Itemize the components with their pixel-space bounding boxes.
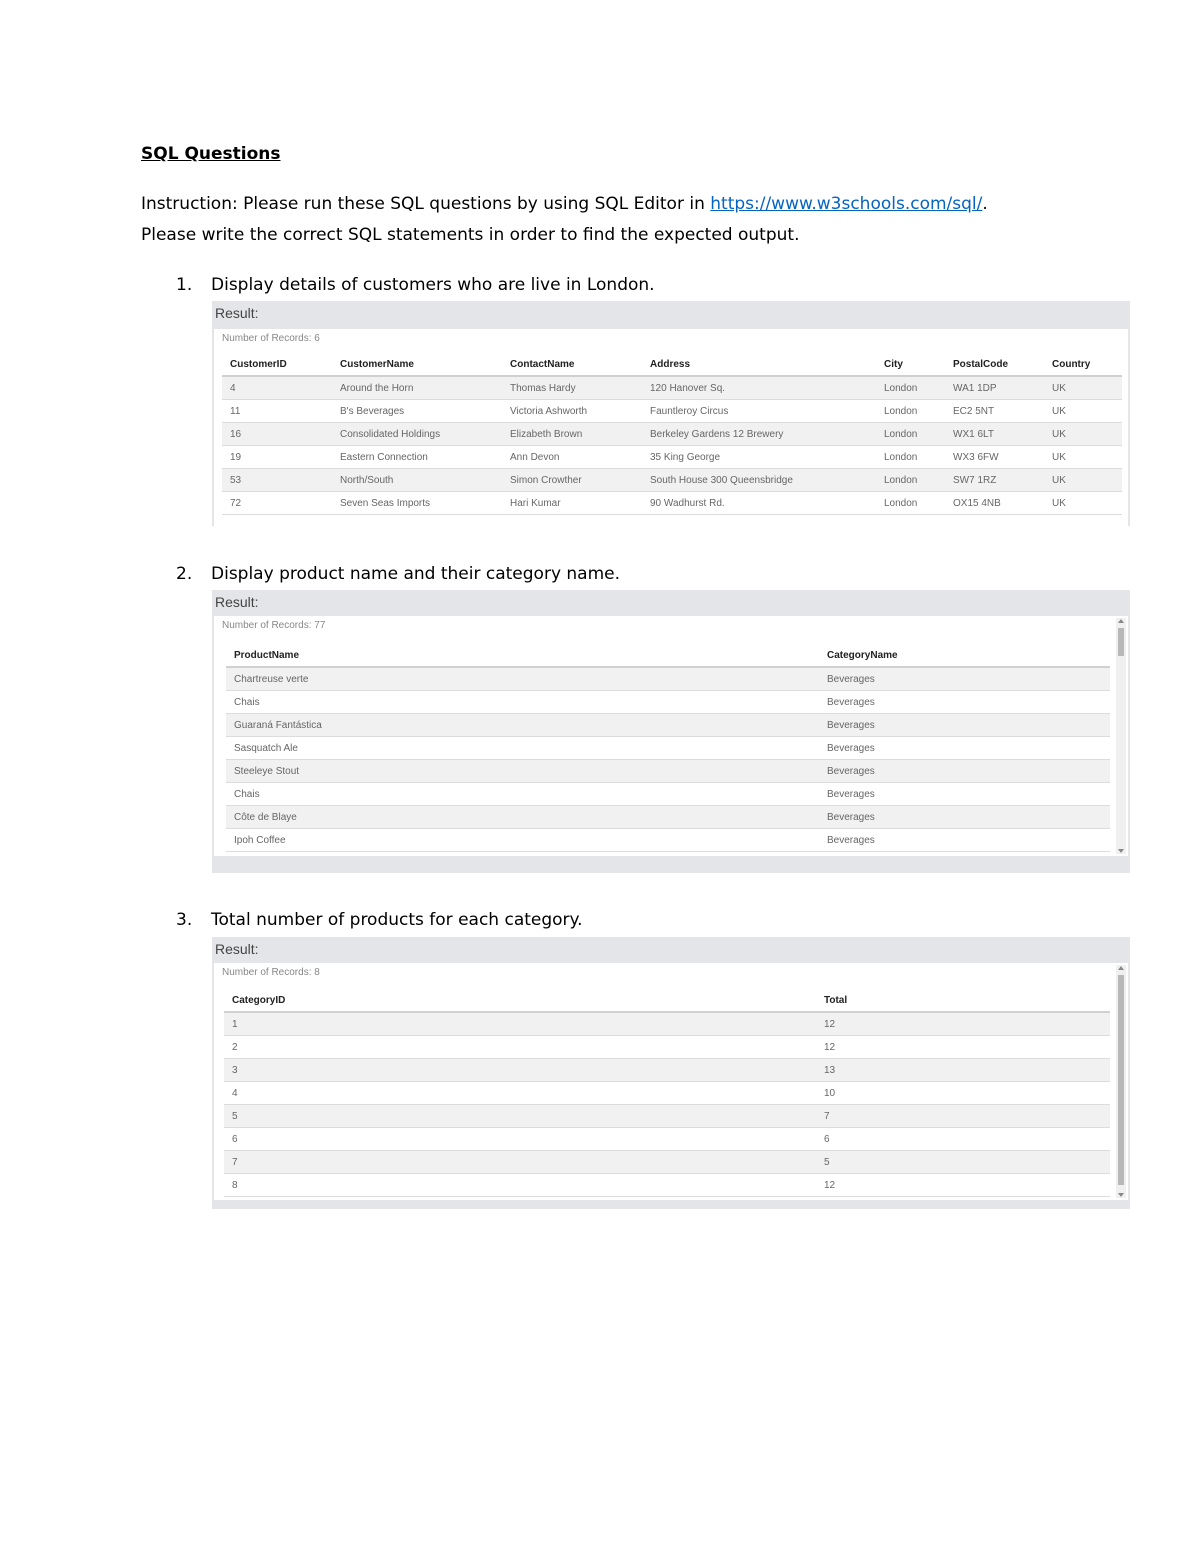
table-cell: Beverages (819, 806, 1110, 829)
table-cell: Simon Crowther (502, 469, 642, 492)
table-cell: UK (1044, 469, 1122, 492)
vertical-scrollbar[interactable] (1116, 618, 1126, 854)
scroll-thumb[interactable] (1118, 975, 1124, 1185)
table-cell: 12 (816, 1012, 1110, 1036)
table-cell: Thomas Hardy (502, 376, 642, 400)
table-cell: 12 (816, 1036, 1110, 1059)
table-cell: 6 (816, 1128, 1110, 1151)
table-cell: Ipoh Coffee (226, 829, 819, 852)
table-cell: Fauntleroy Circus (642, 400, 876, 423)
table-row (222, 469, 1122, 492)
table-row (224, 1174, 1110, 1197)
scroll-up-arrow-icon[interactable] (1118, 966, 1124, 970)
table-row (226, 806, 1110, 829)
record-count: Number of Records: 77 (222, 620, 326, 631)
table-cell: UK (1044, 446, 1122, 469)
table-cell: 35 King George (642, 446, 876, 469)
table-cell: Sasquatch Ale (226, 737, 819, 760)
table-cell: WX3 6FW (945, 446, 1044, 469)
table-cell: London (876, 446, 945, 469)
table-row (224, 1128, 1110, 1151)
result-table (224, 989, 1110, 1197)
table-cell: Beverages (819, 783, 1110, 806)
table-cell: 90 Wadhurst Rd. (642, 492, 876, 515)
table-cell: 19 (222, 446, 332, 469)
table-cell: Chais (226, 783, 819, 806)
table-header-row (224, 989, 1110, 1012)
table-cell: London (876, 376, 945, 400)
vertical-scrollbar[interactable] (1116, 965, 1126, 1198)
table-row (222, 492, 1122, 515)
table-row (222, 400, 1122, 423)
question-number: 1. (176, 275, 193, 295)
table-row (222, 423, 1122, 446)
table-cell: Chais (226, 691, 819, 714)
question-1 (176, 275, 655, 295)
column-header: Total (816, 989, 1110, 1012)
table-cell: 10 (816, 1082, 1110, 1105)
table-cell: Beverages (819, 737, 1110, 760)
table-row (224, 1151, 1110, 1174)
result-table (226, 644, 1110, 852)
table-cell: SW7 1RZ (945, 469, 1044, 492)
column-header: PostalCode (945, 353, 1044, 376)
result-body[interactable] (214, 963, 1128, 1200)
table-row (226, 829, 1110, 852)
table-cell: UK (1044, 400, 1122, 423)
question-text: Total number of products for each category. (211, 910, 583, 930)
record-count: Number of Records: 8 (222, 967, 320, 978)
table-cell: London (876, 400, 945, 423)
table-cell: London (876, 469, 945, 492)
column-header: ContactName (502, 353, 642, 376)
table-row (226, 667, 1110, 691)
table-cell: Beverages (819, 829, 1110, 852)
instruction-line-2: Please write the correct SQL statements in order to find the expected output. (141, 225, 800, 245)
result-panel-1 (212, 301, 1130, 526)
result-label: Result: (215, 305, 259, 321)
table-cell: Seven Seas Imports (332, 492, 502, 515)
result-panel-3 (212, 937, 1130, 1209)
table-cell: 7 (816, 1105, 1110, 1128)
table-cell: UK (1044, 492, 1122, 515)
table-cell: Victoria Ashworth (502, 400, 642, 423)
w3schools-link[interactable]: https://www.w3schools.com/sql/ (710, 194, 983, 214)
table-cell: Beverages (819, 667, 1110, 691)
result-body[interactable] (214, 329, 1128, 526)
table-cell: EC2 5NT (945, 400, 1044, 423)
table-cell: B's Beverages (332, 400, 502, 423)
instruction-suffix: . (982, 194, 988, 214)
table-cell: 16 (222, 423, 332, 446)
table-cell: London (876, 492, 945, 515)
result-body[interactable] (214, 616, 1128, 856)
scroll-up-arrow-icon[interactable] (1118, 619, 1124, 623)
question-text: Display product name and their category name. (211, 564, 621, 584)
table-row (224, 1036, 1110, 1059)
column-header: CustomerName (332, 353, 502, 376)
table-cell: 8 (224, 1174, 816, 1197)
table-cell: 2 (224, 1036, 816, 1059)
table-row (224, 1012, 1110, 1036)
instruction-prefix: Instruction: Please run these SQL questions by using SQL Editor in (141, 194, 711, 214)
table-header-row (226, 644, 1110, 667)
column-header: CustomerID (222, 353, 332, 376)
table-row (226, 691, 1110, 714)
column-header: CategoryID (224, 989, 816, 1012)
table-cell: 6 (224, 1128, 816, 1151)
table-cell: Steeleye Stout (226, 760, 819, 783)
column-header: Address (642, 353, 876, 376)
table-cell: UK (1044, 376, 1122, 400)
table-row (222, 446, 1122, 469)
question-3 (176, 910, 583, 930)
table-header-row (222, 353, 1122, 376)
table-cell: 72 (222, 492, 332, 515)
question-text: Display details of customers who are live in London. (211, 275, 655, 295)
table-cell: Beverages (819, 691, 1110, 714)
table-cell: Berkeley Gardens 12 Brewery (642, 423, 876, 446)
table-row (222, 376, 1122, 400)
table-cell: Ann Devon (502, 446, 642, 469)
table-cell: UK (1044, 423, 1122, 446)
column-header: City (876, 353, 945, 376)
table-row (226, 783, 1110, 806)
scroll-down-arrow-icon[interactable] (1118, 849, 1124, 853)
table-cell: 7 (224, 1151, 816, 1174)
result-table (222, 353, 1122, 515)
document-title: SQL Questions (141, 144, 281, 164)
table-row (224, 1059, 1110, 1082)
table-cell: WA1 1DP (945, 376, 1044, 400)
table-cell: North/South (332, 469, 502, 492)
table-cell: 3 (224, 1059, 816, 1082)
table-cell: Hari Kumar (502, 492, 642, 515)
result-label: Result: (215, 594, 259, 610)
table-cell: London (876, 423, 945, 446)
table-cell: 53 (222, 469, 332, 492)
column-header: ProductName (226, 644, 819, 667)
table-cell: 120 Hanover Sq. (642, 376, 876, 400)
table-cell: Chartreuse verte (226, 667, 819, 691)
result-panel-2 (212, 590, 1130, 873)
table-cell: OX15 4NB (945, 492, 1044, 515)
question-2 (176, 564, 620, 584)
table-cell: Côte de Blaye (226, 806, 819, 829)
table-cell: 11 (222, 400, 332, 423)
question-number: 3. (176, 910, 193, 930)
scroll-thumb[interactable] (1118, 628, 1124, 656)
table-cell: Elizabeth Brown (502, 423, 642, 446)
table-cell: 4 (222, 376, 332, 400)
table-cell: Guaraná Fantástica (226, 714, 819, 737)
table-cell: 13 (816, 1059, 1110, 1082)
table-row (226, 714, 1110, 737)
table-cell: Beverages (819, 714, 1110, 737)
table-cell: 1 (224, 1012, 816, 1036)
table-row (226, 737, 1110, 760)
scroll-down-arrow-icon[interactable] (1118, 1193, 1124, 1197)
column-header: Country (1044, 353, 1122, 376)
result-label: Result: (215, 941, 259, 957)
instruction-line (141, 194, 988, 214)
table-cell: Beverages (819, 760, 1110, 783)
table-row (224, 1082, 1110, 1105)
table-cell: South House 300 Queensbridge (642, 469, 876, 492)
column-header: CategoryName (819, 644, 1110, 667)
record-count: Number of Records: 6 (222, 333, 320, 344)
table-cell: 12 (816, 1174, 1110, 1197)
table-cell: 4 (224, 1082, 816, 1105)
table-row (226, 760, 1110, 783)
table-cell: 5 (816, 1151, 1110, 1174)
table-row (224, 1105, 1110, 1128)
table-cell: 5 (224, 1105, 816, 1128)
table-cell: Consolidated Holdings (332, 423, 502, 446)
question-number: 2. (176, 564, 193, 584)
table-cell: WX1 6LT (945, 423, 1044, 446)
table-cell: Around the Horn (332, 376, 502, 400)
table-cell: Eastern Connection (332, 446, 502, 469)
